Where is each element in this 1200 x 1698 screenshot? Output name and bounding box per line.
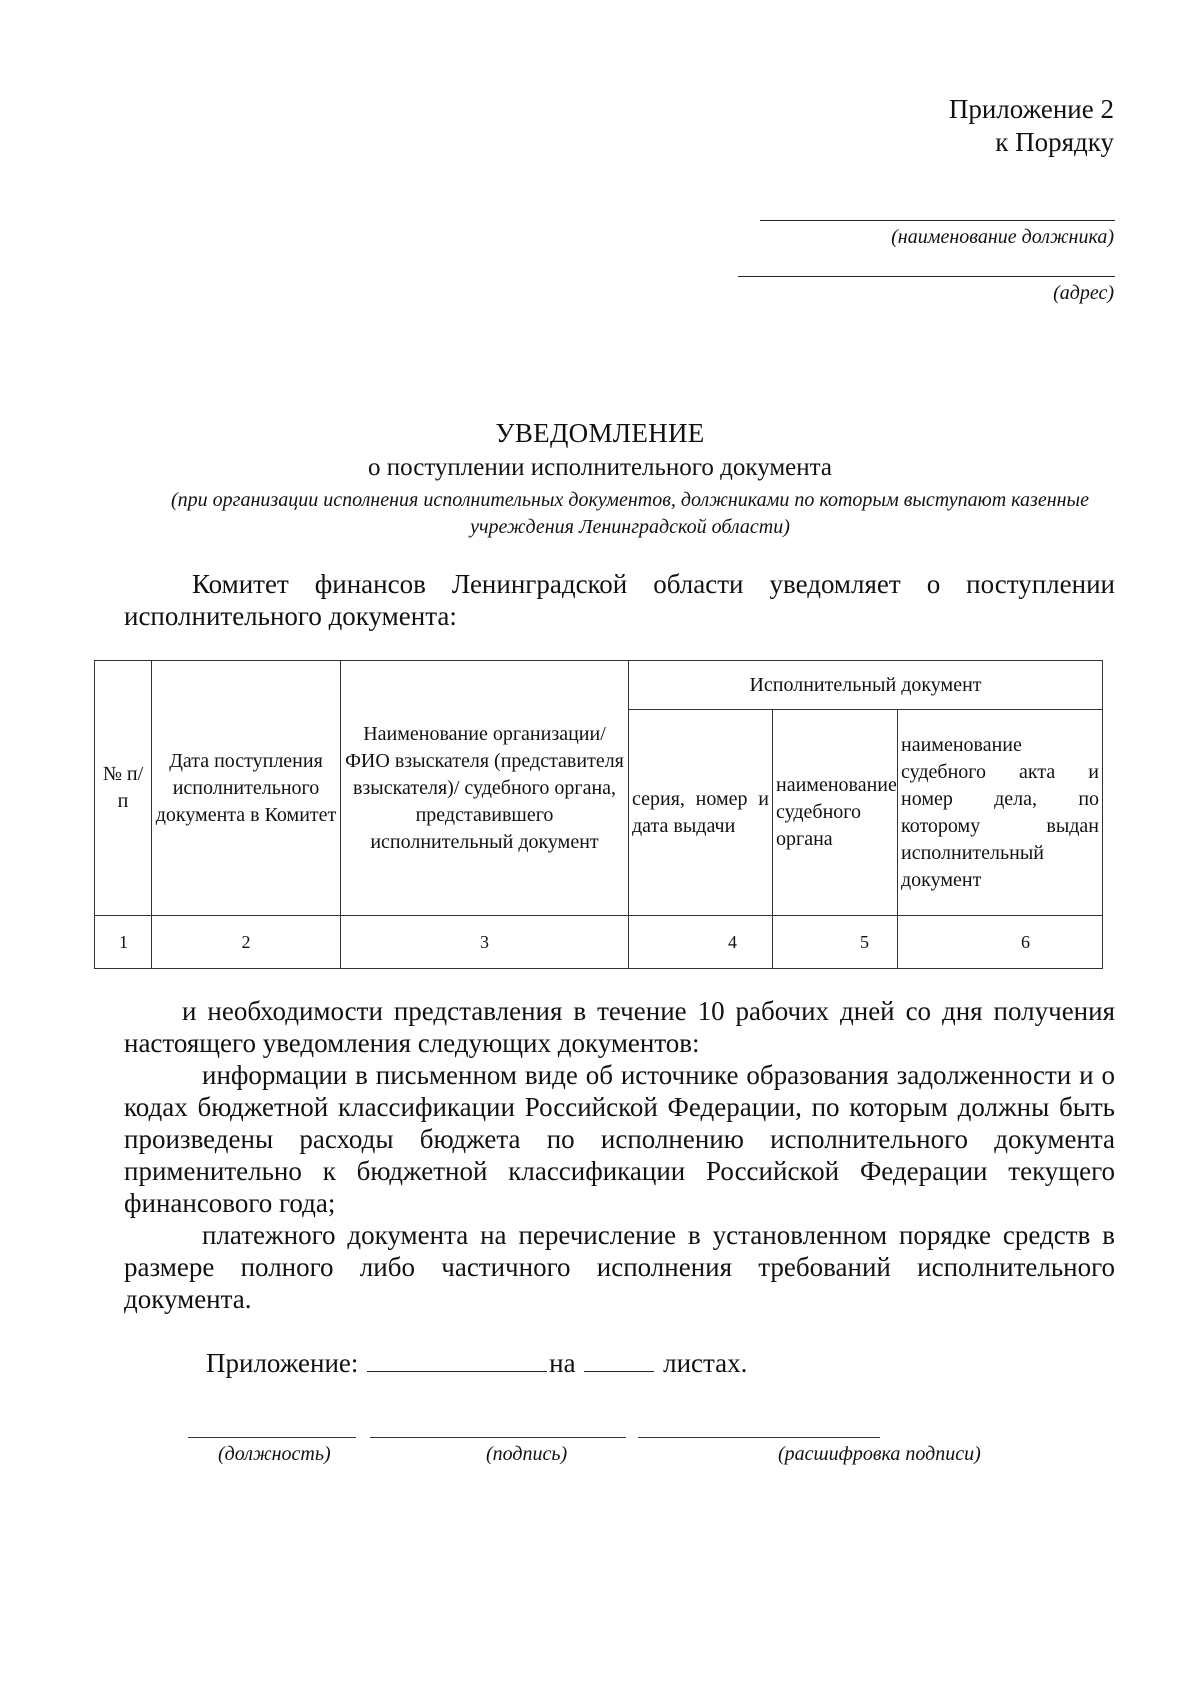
position-line: [188, 1437, 356, 1438]
header-claimant-name: Наименование организации/ ФИО взыскателя (представителя взыскателя)/ судебного органа, представившего исполнительный документ: [341, 661, 629, 916]
debtor-name-caption: (наименование должника): [891, 226, 1114, 248]
appendix-reference: [949, 93, 1114, 159]
attachment-sheets-label: листах.: [663, 1348, 748, 1378]
column-number-3: 3: [341, 916, 629, 969]
signature-decoding-caption: (расшифровка подписи): [778, 1443, 981, 1465]
executive-document-table: [94, 660, 1103, 969]
header-court-name: наименование судебного органа: [773, 710, 898, 916]
header-receipt-date: Дата поступления исполнительного документа в Комитет: [152, 661, 341, 916]
header-series-number-date: серия, номер и дата выдачи: [629, 710, 773, 916]
necessity-paragraph: и необходимости представления в течение 10 рабочих дней со дня получения настоящего уведомления следующих документов:: [124, 996, 1115, 1058]
signature-line: [370, 1437, 626, 1438]
column-number-5: 5: [773, 916, 898, 969]
attachment-on-label: на: [549, 1348, 576, 1378]
payment-document-paragraph: платежного документа на перечисление в установленном порядке средств в размере полного либо частичного исполнения требований исполнительного документа.: [124, 1220, 1115, 1314]
attachment-sheets-blank: [584, 1370, 654, 1372]
document-subtitle: о поступлении исполнительного документа: [367, 454, 832, 481]
debtor-name-line: [760, 220, 1115, 221]
column-number-6: 6: [898, 916, 1103, 969]
header-row-number: № п/п: [95, 661, 152, 916]
document-subnote: (при организации исполнения исполнительных документов, должниками по которым выступают казенные учреждения Ленинградской области): [171, 489, 1089, 538]
attachment-label: Приложение:: [206, 1348, 359, 1378]
column-number-1: 1: [95, 916, 152, 969]
attachment-line: [206, 1348, 747, 1379]
signature-caption: (подпись): [486, 1443, 568, 1465]
attachment-name-blank: [367, 1370, 547, 1372]
appendix-number: Приложение 2: [948, 94, 1114, 124]
intro-paragraph: Комитет финансов Ленинградской области уведомляет о поступлении исполнительного документа:: [124, 569, 1115, 631]
column-number-4: 4: [629, 916, 773, 969]
signature-decoding-line: [638, 1437, 880, 1438]
address-line: [738, 276, 1115, 277]
document-title: УВЕДОМЛЕНИЕ: [495, 418, 705, 448]
header-executive-document-group: Исполнительный документ: [629, 661, 1103, 710]
appendix-to-order: к Порядку: [995, 127, 1114, 157]
information-paragraph: информации в письменном виде об источнике образования задолженности и о кодах бюджетной классификации Российской Федерации, по которым должны быть произведены расходы бюджета по исполнению исполнительного документа применительно к бюджетной классификации Российской Федерации текущего финансового года;: [124, 1060, 1115, 1218]
column-number-2: 2: [152, 916, 341, 969]
header-court-act: наименование судебного акта и номер дела, по которому выдан исполнительный документ: [898, 710, 1103, 916]
position-caption: (должность): [218, 1443, 331, 1465]
address-caption: (адрес): [1053, 282, 1114, 304]
